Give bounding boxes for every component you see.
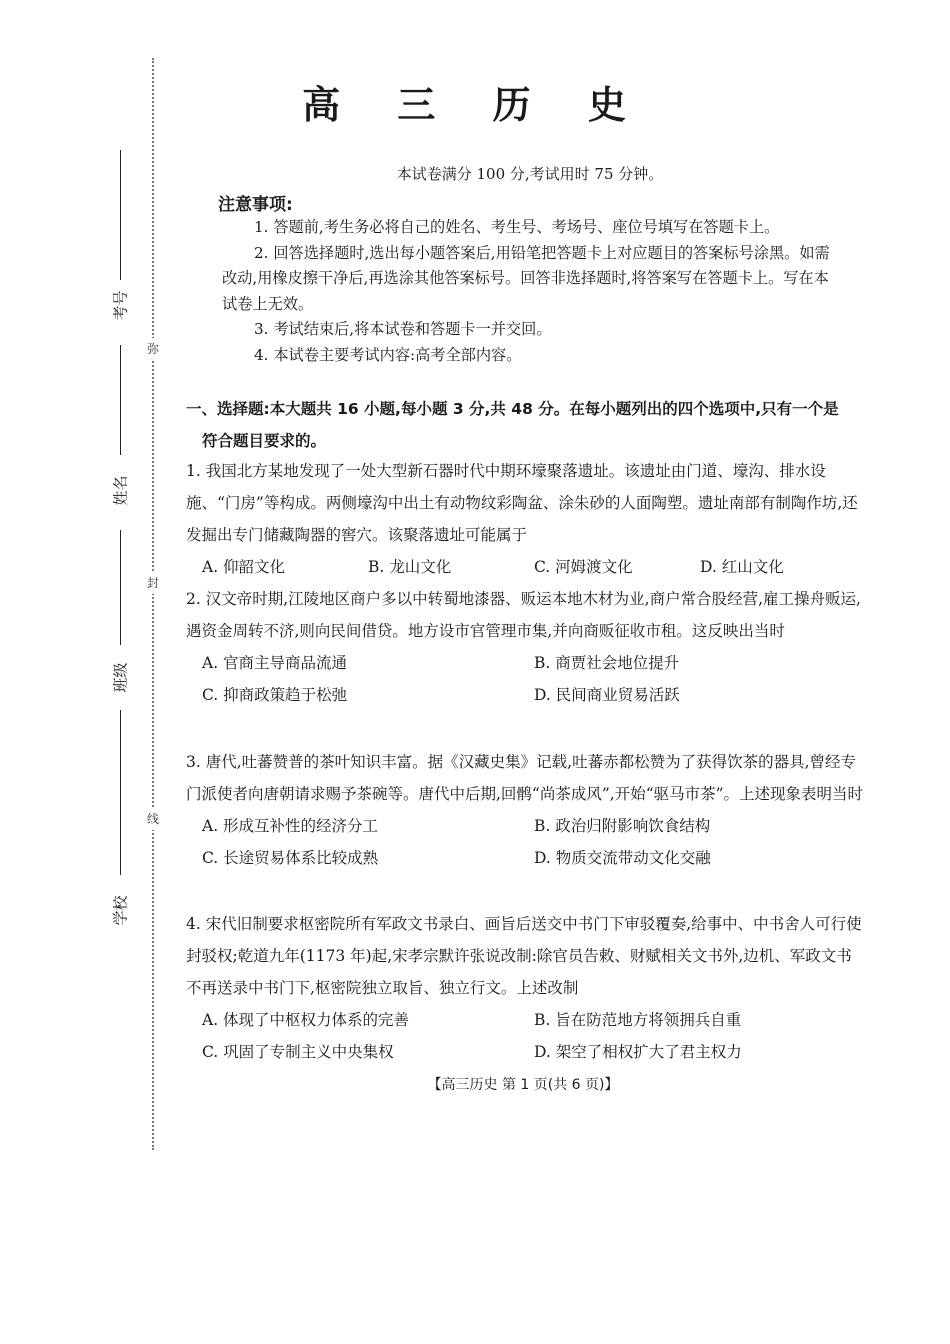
school-label: 学校: [111, 895, 130, 926]
question-options-row1: [186, 647, 866, 679]
option-c[interactable]: C. 河姆渡文化: [534, 558, 633, 576]
question-stem: 3. 唐代,吐蕃赞普的茶叶知识丰富。据《汉藏史集》记载,吐蕃赤都松赞为了获得饮茶的器具,曾经专门派使者向唐朝请求赐予茶碗等。唐代中后期,回鹘“尚茶成风”,开始“驱马市茶”。上述现象表明当时: [186, 753, 864, 803]
seal-char-xian: 线: [142, 808, 164, 830]
exam-info: 本试卷满分 100 分,考试用时 75 分钟。: [396, 165, 664, 183]
option-a[interactable]: A. 官商主导商品流通: [202, 654, 348, 672]
option-d[interactable]: D. 物质交流带动文化交融: [534, 849, 711, 867]
page-footer: 【高三历史 第 1 页(共 6 页)】: [427, 1077, 619, 1093]
section-heading-line1: 一、选择题:本大题共 16 小题,每小题 3 分,共 48 分。在每小题列出的四个选项中,只有一个是: [186, 400, 839, 418]
question-3: [186, 746, 866, 874]
seal-char-mi: 弥: [142, 338, 164, 360]
class-label: 班级: [111, 662, 130, 693]
note-item: 2. 回答选择题时,选出每小题答案后,用铅笔把答题卡上对应题目的答案标号涂黑。如需改动,用橡皮擦干净后,再选涂其他答案标号。回答非选择题时,将答案写在答题卡上。写在本试卷上无效。: [222, 243, 830, 313]
seal-char-feng: 封: [142, 572, 164, 594]
option-d[interactable]: D. 红山文化: [700, 558, 784, 576]
school-line: [120, 710, 121, 875]
option-a[interactable]: A. 仰韶文化: [202, 558, 286, 576]
question-2: [186, 583, 866, 711]
binding-dotted-line: [152, 58, 154, 1150]
note-item: 3. 考试结束后,将本试卷和答题卡一并交回。: [254, 320, 552, 338]
question-options-row2: [186, 842, 866, 874]
notes-list: [222, 215, 842, 368]
name-line: [120, 345, 121, 455]
note-item: 1. 答题前,考生务必将自己的姓名、考生号、考场号、座位号填写在答题卡上。: [254, 218, 780, 236]
page-title: 高 三 历 史: [302, 83, 648, 127]
option-d[interactable]: D. 架空了相权扩大了君主权力: [534, 1043, 742, 1061]
option-b[interactable]: B. 龙山文化: [368, 558, 452, 576]
question-1: [186, 455, 866, 583]
exam-number-label: 考号: [111, 290, 130, 321]
class-line: [120, 530, 121, 645]
option-d[interactable]: D. 民间商业贸易活跃: [534, 686, 680, 704]
question-options-row2: [186, 679, 866, 711]
question-stem: 1. 我国北方某地发现了一处大型新石器时代中期环壕聚落遗址。该遗址由门道、壕沟、排水设施、“门房”等构成。两侧壕沟中出土有动物纹彩陶盆、涂朱砂的人面陶塑。遗址南部有制陶作坊,还发掘出专门储藏陶器的窖穴。该聚落遗址可能属于: [186, 462, 858, 544]
section-heading: [186, 393, 866, 457]
section-heading-line2: 符合题目要求的。: [202, 432, 327, 450]
option-b[interactable]: B. 旨在防范地方将领拥兵自重: [534, 1011, 742, 1029]
class-field[interactable]: [100, 530, 130, 693]
name-label: 姓名: [111, 475, 130, 506]
option-b[interactable]: B. 商贾社会地位提升: [534, 654, 680, 672]
option-c[interactable]: C. 长途贸易体系比较成熟: [202, 849, 379, 867]
option-c[interactable]: C. 巩固了专制主义中央集权: [202, 1043, 394, 1061]
option-a[interactable]: A. 体现了中枢权力体系的完善: [202, 1011, 410, 1029]
question-options-row1: [186, 1004, 866, 1036]
option-c[interactable]: C. 抑商政策趋于松弛: [202, 686, 348, 704]
question-options-row2: [186, 1036, 866, 1068]
option-b[interactable]: B. 政治归附影响饮食结构: [534, 817, 711, 835]
question-4: [186, 908, 866, 1068]
question-options-row1: [186, 810, 866, 842]
notes-heading: 注意事项:: [218, 195, 293, 215]
option-a[interactable]: A. 形成互补性的经济分工: [202, 817, 379, 835]
note-item: 4. 本试卷主要考试内容:高考全部内容。: [254, 345, 522, 364]
school-field[interactable]: [100, 710, 130, 926]
question-options: [186, 551, 866, 583]
question-stem: 4. 宋代旧制要求枢密院所有军政文书录白、画旨后送交中书门下审驳覆奏,给事中、中书舍人可行使封驳权;乾道九年(1173 年)起,宋孝宗默许张说改制:除官员告敕、财赋相关文书外,边机、军政文书不再送录中书门下,枢密院独立取旨、独立行文。上述改制: [186, 915, 862, 997]
name-field[interactable]: [100, 345, 130, 515]
question-stem: 2. 汉文帝时期,江陵地区商户多以中转蜀地漆器、贩运本地木材为业,商户常合股经营,雇工操舟贩运,遇资金周转不济,则向民间借贷。地方设市官管理市集,并向商贩征收市租。这反映出当时: [186, 590, 861, 640]
